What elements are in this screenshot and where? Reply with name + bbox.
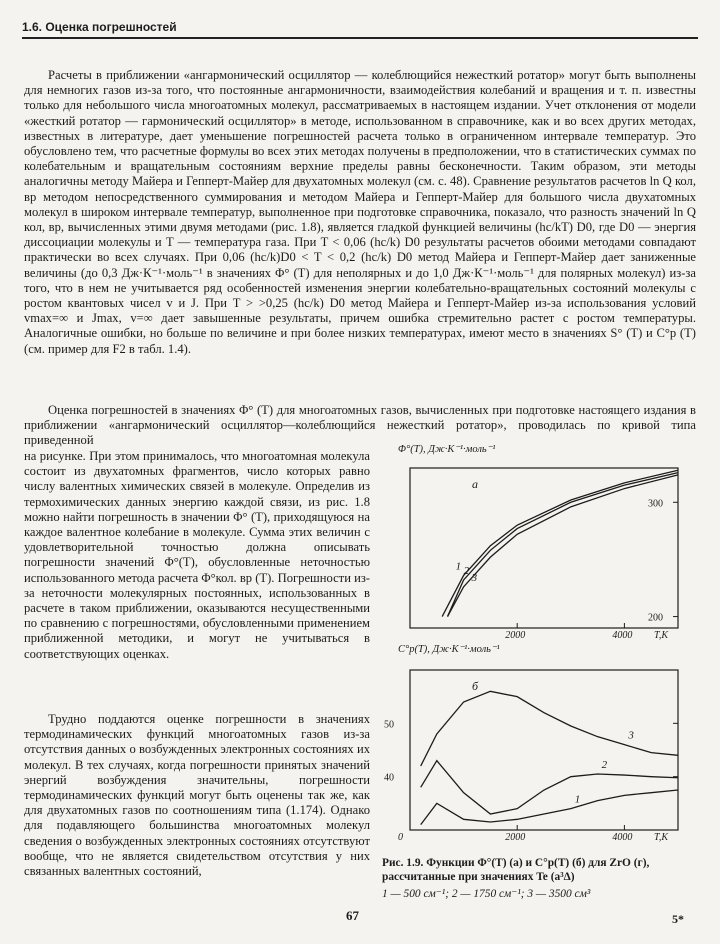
figure-1-9 <box>378 438 698 858</box>
x-axis-label: T,K <box>654 630 668 641</box>
x-tick-label: 0 <box>398 832 403 843</box>
x-tick-label: 2000 <box>505 832 526 843</box>
page-number: 67 <box>346 908 359 923</box>
paragraph-3: Трудно поддаются оценке погрешности в значениях термодинамических функций многоатомных газов из-за отсутствия данных о возбужденных электронных состояниях их молекул. В тех случаях, когда погрешности принятых значений энергий возбуждения значительны, погрешности термодинамических функций могут быть оценены так же, как для двухатомных газов по соотношениям типа (1.174). Однако для подавляющего большинства многоатомных молекул сведения о возбужденных электронных состояниях отсутствуют вообще, что не является свидетельством отсутствия у них связанных валентных состояний, <box>24 712 370 879</box>
x-tick-label: 4000 <box>612 630 633 641</box>
caption-prefix: Рис. 1.9. <box>382 857 424 869</box>
paragraph-2: Оценка погрешностей в значениях Φ° (T) для многоатомных газов, вычисленных при подготовке настоящего издания в приближении «ангармонический осциллятор—колеблющийся нежесткий ротатор», проводилась по кривой типа приведенной <box>24 403 696 448</box>
figure-svg <box>378 438 698 858</box>
series-line-1 <box>442 470 678 616</box>
running-header: 1.6. Оценка погрешностей <box>22 20 177 34</box>
x-axis-label: T,K <box>654 832 668 843</box>
chart-panel-a <box>398 444 678 641</box>
series-line-3 <box>448 475 678 617</box>
series-label-2: 2 <box>463 565 470 577</box>
y-axis-label: C°p(T), Дж·К⁻¹·моль⁻¹ <box>398 644 500 655</box>
header-rule <box>22 37 698 39</box>
x-tick-label: 4000 <box>612 832 633 843</box>
series-label-3: 3 <box>628 729 634 742</box>
y-tick-label: 200 <box>648 612 663 624</box>
caption-text: Функции Φ°(T) (a) и C°p(T) (б) для ZrO (г), рассчитанные при значениях Te (a³Δ) <box>382 857 650 883</box>
series-label-1: 1 <box>455 560 462 573</box>
y-tick-label: 40 <box>384 772 394 784</box>
panel-label: б <box>472 679 479 693</box>
series-label-1: 1 <box>574 793 581 806</box>
series-label-2: 2 <box>601 759 608 771</box>
series-line-3 <box>421 691 678 766</box>
series-line-2 <box>448 473 678 617</box>
series-line-1 <box>421 790 678 825</box>
caption-legend: 1 — 500 см⁻¹; 2 — 1750 см⁻¹; 3 — 3500 см³ <box>382 888 591 900</box>
panel-label: a <box>472 477 478 491</box>
series-line-2 <box>421 761 678 814</box>
y-tick-label: 300 <box>648 498 663 510</box>
paragraph-2-continued: на рисунке. При этом принималось, что многоатомная молекула состоит из двухатомных фрагментов, число которых равно числу валентных химических связей в молекуле. Определив из термохимических данных энергию каждой связи, из рис. 1.8 можно найти погрешность в значении Φ° (T), приходящуюся на каждое валентное колебание в молекуле. Сумма этих величин с удовлетворительной точностью должна описывать погрешности значений Φ°(T), обусловленные неточностью использованного метода расчета Φ°кол. вр (T). Погрешности из-за неточности молекулярных постоянных, использованных в расчете в таком приближении, оказываются несущественными по сравнению с погрешностями, обусловленными применением приближенной методики, и могут не учитываться в соответствующих оценках. <box>24 449 370 661</box>
y-axis-label: Φ°(T), Дж·К⁻¹·моль⁻¹ <box>398 444 496 455</box>
y-tick-label: 50 <box>384 719 394 731</box>
x-tick-label: 2000 <box>505 630 526 641</box>
paragraph-1: Расчеты в приближении «ангармонический осциллятор — колеблющийся нежесткий ротатор» могут быть выполнены для немногих газов из-за того, что постоянные ангармоничности, взаимодействия колебаний и вращения и т. п. известны только для небольшого числа многоатомных молекул, рассматриваемых в настоящем издании. Учет отклонения от модели «жесткий ротатор — гармонический осциллятор» в методе, использованном в справочнике, как и во всех других методах, известных в литературе, дает уменьшение погрешностей расчета только в ограниченном интервале температур. Это обусловлено тем, что расчетные формулы во всех этих методах получены в предположении, что в статистических суммах по колебательным и вращательным состояниям верхние пределы равны бесконечности. Таким образом, эти методы аналогичны методу Майера и Гепперт-Майер для двухатомных молекул (см. с. 48). Сравнение результатов расчетов ln Q кол, вр методом непосредственного суммирования и методом Майера и Гепперт-Майер для большого числа двухатомных молекул в широком интервале температур, выполненное при подготовке справочника, показало, что разность значений ln Q кол, вр, вычисленных этими двумя методами (рис. 1.8), является гладкой функцией величины (hc/kT) D0, где D0 — энергия диссоциации молекулы и T — температура газа. При T < 0,06 (hc/k) D0 результаты расчетов обоими методами совпадают практически во всех случаях. При 0,06 (hc/k)D0 < T < 0,2 (hc/k) D0 метод Майера и Гепперт-Майер дает заниженные величины (до 0,3 Дж·К⁻¹·моль⁻¹ в значениях Φ° (T) для неполярных и до 1,0 Дж·К⁻¹·моль⁻¹ для полярных молекул) из-за того, что в нем не учитывается ряд особенностей изменения энергии колебательно-вращательных состояний молекулы с ростом квантовых чисел v и J. При T > >0,25 (hc/k) D0 метод Майера и Гепперт-Майер из-за использования условий vmax=∞ и Jmax, v=∞ дает завышенные результаты, причем ошибка стремительно растет с ростом температуры. Аналогичные ошибки, но больше по величине и при более низких температурах, имеют место в значениях S° (T) и C°p (T) (см. пример для F2 в табл. 1.4). <box>24 68 696 356</box>
plot-frame <box>410 468 678 628</box>
plot-frame <box>410 670 678 830</box>
figure-caption <box>382 856 698 884</box>
chart-panel-b <box>384 644 678 843</box>
series-label-3: 3 <box>471 571 478 584</box>
signature-mark: 5* <box>672 912 684 926</box>
